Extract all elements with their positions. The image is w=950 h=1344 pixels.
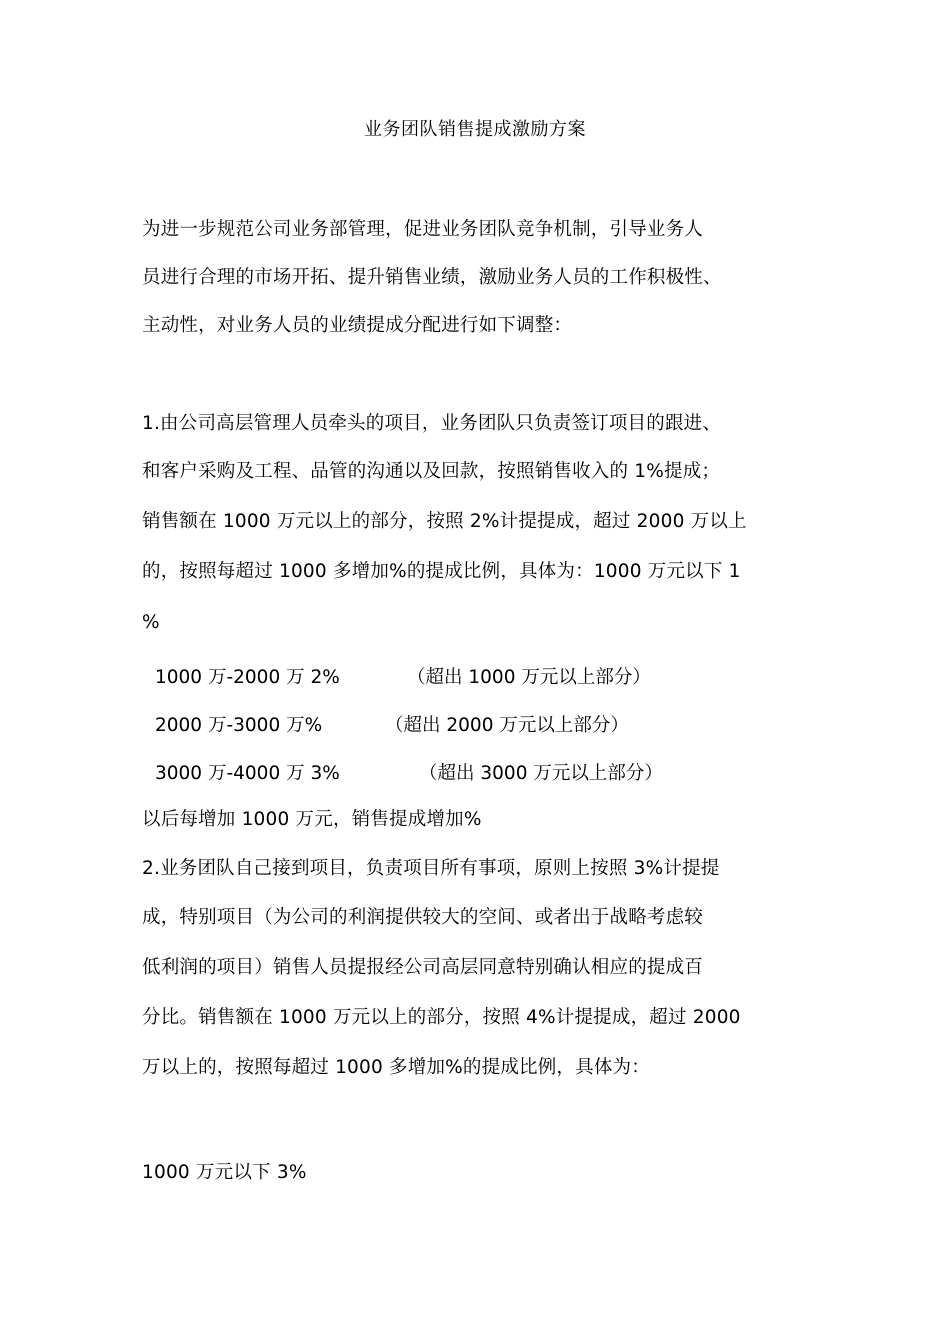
tier-note: （超出 2000 万元以上部分）: [385, 715, 629, 736]
intro-line: 主动性，对业务人员的业绩提成分配进行如下调整：: [142, 315, 573, 336]
tier-note: （超出 1000 万元以上部分）: [407, 667, 651, 688]
tier-row: [155, 759, 663, 789]
tier-note: （超出 3000 万元以上部分）: [419, 763, 663, 784]
last-line: 1000 万元以下 3%: [142, 1162, 307, 1183]
tier-row: [155, 711, 629, 741]
section2-line: 分比。销售额在 1000 万元以上的部分，按照 4%计提提成，超过 2000: [142, 1007, 741, 1028]
intro-line: 员进行合理的市场开拓、提升销售业绩，激励业务人员的工作积极性、: [142, 267, 722, 288]
section2-line: 低利润的项目）销售人员提报经公司高层同意特别确认相应的提成百: [142, 957, 704, 978]
document-title: 业务团队销售提成激励方案: [364, 119, 586, 140]
section2-line: 2.业务团队自己接到项目，负责项目所有事项，原则上按照 3%计提提: [142, 858, 720, 879]
section1-line: 和客户采购及工程、品管的沟通以及回款，按照销售收入的 1%提成；: [142, 461, 721, 482]
tier-range: 2000 万-3000 万%: [155, 715, 323, 736]
section2-line: 万以上的，按照每超过 1000 多增加%的提成比例，具体为：: [142, 1057, 650, 1078]
section2-line: 成，特别项目（为公司的利润提供较大的空间、或者出于战略考虑较: [142, 907, 704, 928]
section1-line: 销售额在 1000 万元以上的部分，按照 2%计提提成，超过 2000 万以上: [142, 511, 747, 532]
tier-row: [155, 663, 651, 693]
tier-range: 3000 万-4000 万 3%: [155, 763, 340, 784]
after-tiers-line: 以后每增加 1000 万元，销售提成增加%: [142, 809, 482, 830]
section1-line: 1.由公司高层管理人员牵头的项目，业务团队只负责签订项目的跟进、: [142, 413, 722, 434]
intro-line: 为进一步规范公司业务部管理，促进业务团队竞争机制，引导业务人: [142, 219, 704, 240]
section1-line: 的，按照每超过 1000 多增加%的提成比例，具体为：1000 万元以下 1: [142, 561, 741, 582]
section1-line: %: [142, 612, 160, 633]
tier-range: 1000 万-2000 万 2%: [155, 667, 340, 688]
